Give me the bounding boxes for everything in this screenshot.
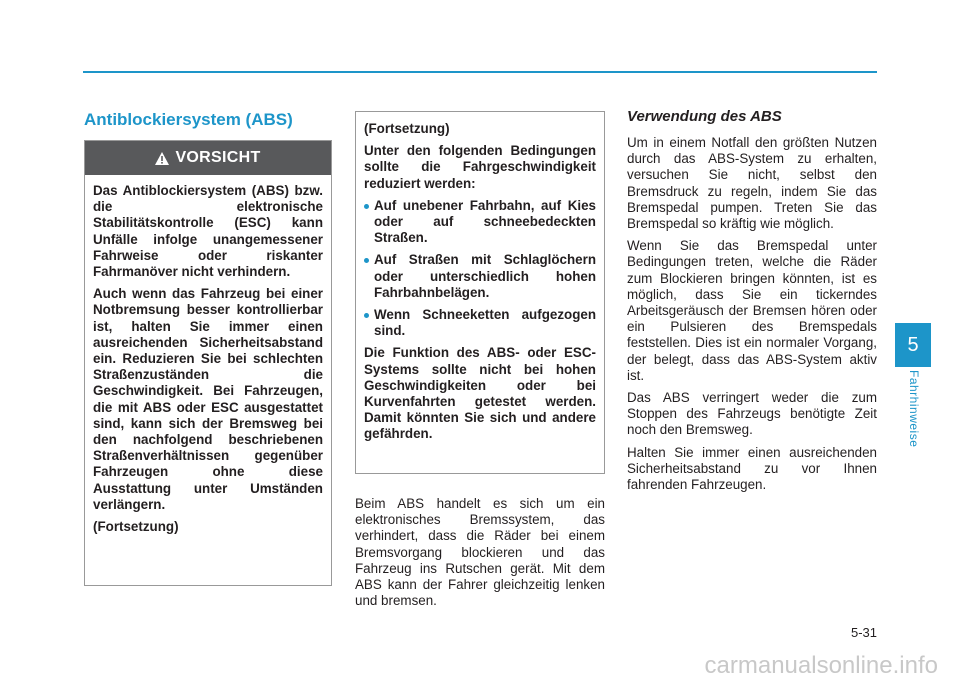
chapter-tab: 5 — [895, 323, 931, 367]
watermark: carmanualsonline.info — [704, 652, 938, 679]
usage-paragraph: Das ABS verringert weder die zum Stoppen des Fahrzeugs benötigte Zeit noch den Bremsweg. — [627, 390, 877, 438]
top-rule — [83, 71, 877, 73]
warning-header-label: VORSICHT — [175, 149, 261, 166]
usage-paragraph: Um in einem Notfall den größten Nutzen durch das ABS-System zu erhalten, versuchen Sie nicht, selbst den Bremsdruck zu regeln, indem Sie das Bremspedal pumpen. Treten Sie das Bremspedal so kräftig wie möglich. — [627, 135, 877, 232]
usage-heading: Verwendung des ABS — [627, 108, 782, 125]
list-item: Auf Straßen mit Schlaglöchern oder unterschiedlich hohen Fahrbahnbelägen. — [364, 252, 596, 301]
usage-paragraph: Wenn Sie das Bremspedal unter Bedingungen treten, welche die Räder zum Blockieren bringen könnten, ist es möglich, dass Sie ein tickerndes Arbeitsgeräusch der Bremsen hören oder ein Pulsieren des Bremspedals feststellen. Dies ist ein normaler Vorgang, der belegt, dass das ABS-System aktiv ist. — [627, 238, 877, 383]
section-title: Antiblockiersystem (ABS) — [84, 110, 293, 129]
chapter-name: Fahrhinweise — [907, 370, 921, 448]
page-number: 5-31 — [850, 625, 877, 640]
continuation-box — [355, 111, 605, 474]
warning-body — [85, 175, 331, 535]
continuation-outro: Die Funktion des ABS- oder ESC-Systems sollte nicht bei hohen Geschwindigkeiten oder bei Kurvenfahrten getestet werden. Damit könnten Sie sich und andere gefährden. — [364, 345, 596, 442]
warning-paragraph: Das Antiblockiersystem (ABS) bzw. die elektronische Stabilitätskontrolle (ESC) kann Unfälle infolge unangemessener Fahrweise oder riskanter Fahrmanöver nicht verhindern. — [93, 183, 323, 280]
continuation-intro: Unter den folgenden Bedingungen sollte die Fahrgeschwindigkeit reduziert werden: — [364, 143, 596, 191]
warning-box — [84, 140, 332, 586]
warning-continued: (Fortsetzung) — [93, 519, 179, 535]
usage-paragraph: Halten Sie immer einen ausreichenden Sicherheitsabstand zu vor Ihnen fahrenden Fahrzeugen. — [627, 444, 877, 493]
usage-section — [627, 108, 877, 499]
abs-description: Beim ABS handelt es sich um ein elektronisches Bremssystem, das verhindert, dass die Räder bei einem Bremsvorgang blockieren und das Fahrzeug ins Rutschen gerät. Mit dem ABS kann der Fahrer gleichzeitig lenken und bremsen. — [355, 496, 605, 609]
list-item: Auf unebener Fahrbahn, auf Kies oder auf schneebedeckten Straßen. — [364, 198, 596, 247]
warning-header — [85, 141, 331, 175]
continuation-heading: (Fortsetzung) — [364, 121, 450, 136]
list-item: Wenn Schneeketten aufgezogen sind. — [364, 307, 596, 339]
continuation-list — [364, 198, 596, 340]
warning-triangle-icon — [155, 152, 169, 165]
warning-paragraph: Auch wenn das Fahrzeug bei einer Notbremsung besser kontrollierbar ist, halten Sie immer einen ausreichenden Sicherheitsabstand ein. Reduzieren Sie bei schlechten Straßenzuständen die Geschwindigkeit. Bei Fahrzeugen, die mit ABS oder ESC ausgestattet sind, kann sich der Bremsweg bei den nachfolgend beschriebenen Straßenverhältnissen gegenüber Fahrzeugen ohne diese Ausstattung unter Umständen verlängern. — [93, 286, 323, 512]
